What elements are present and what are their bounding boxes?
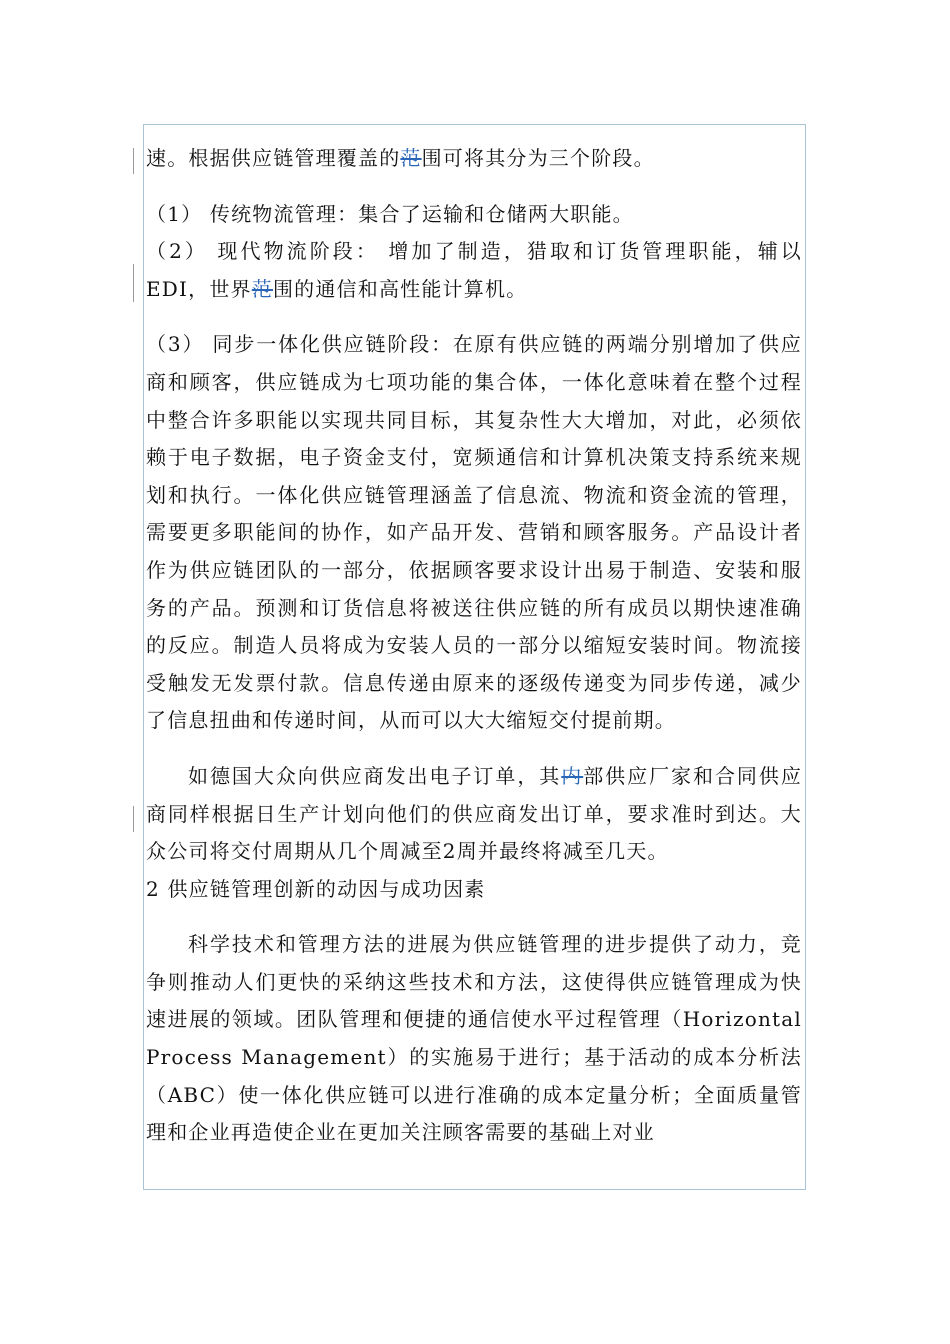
paragraph-stage-3: （3） 同步一体化供应链阶段：在原有供应链的两端分别增加了供应商和顾客，供应链成为七项功能的集合体，一体化意味着在整个过程中整合许多职能以实现共同目标，其复杂性大大增加，对此，必须依赖于电子数据，电子资金支付，宽频通信和计算机决策支持系统来规划和执行。一体化供应链管理涵盖了信息流、物流和资金流的管理，需要更多职能间的协作，如产品开发、营销和顾客服务。产品设计者作为供应链团队的一部分，依据顾客要求设计出易于制造、安装和服务的产品。预测和订货信息将被送往供应链的所有成员以期快速准确的反应。制造人员将成为安装人员的一部分以缩短安装时间。物流接受触发无发票付款。信息传递由原来的逐级传递变为同步传递，减少了信息扭曲和传递时间，从而可以大大缩短交付提前期。 bbox=[146, 332, 802, 733]
text-run: 速。根据供应链管理覆盖的 bbox=[146, 146, 401, 170]
paragraph-vw-example bbox=[146, 758, 802, 871]
revision-mark: 范 bbox=[400, 146, 422, 170]
text-run: （2） 现代物流阶段： 增加了制造，猎取和订货管理职能，辅以EDI，世界 bbox=[146, 239, 802, 301]
change-bar bbox=[133, 264, 134, 302]
section-heading: 2 供应链管理创新的动因与成功因素 bbox=[146, 876, 486, 901]
document-body bbox=[146, 140, 802, 1152]
paragraph-stage-2 bbox=[146, 233, 802, 308]
change-bar bbox=[133, 806, 134, 832]
paragraph-innovation-drivers: 科学技术和管理方法的进展为供应链管理的进步提供了动力，竞争则推动人们更快的采纳这些技术和方法，这使得供应链管理成为快速进展的领域。团队管理和便捷的通信使水平过程管理（Horizontal Process Management）的实施易于进行；基于活动的成本分析法（ABC）使一体化供应链可以进行准确的成本定量分析；全面质量管理和企业再造使企业在更加关注顾客需要的基础上对业 bbox=[146, 932, 802, 1145]
paragraph-stage-intro bbox=[146, 140, 802, 178]
text-run: 如德国大众向供应商发出电子订单，其 bbox=[188, 763, 562, 788]
text-run: 围的通信和高性能计算机。 bbox=[272, 276, 528, 301]
text-run: 部供应厂家和合同供应商同样根据日生产计划向他们的供应商发出订单，要求准时到达。大众公司将交付周期从几个周减至2周并最终将减至几天。 bbox=[146, 763, 803, 864]
revision-mark: 内 bbox=[561, 763, 584, 788]
change-bar bbox=[133, 148, 134, 174]
paragraph-stage-1: （1） 传统物流管理：集合了运输和仓储两大职能。 bbox=[146, 201, 634, 226]
revision-mark: 范 bbox=[251, 276, 273, 301]
text-run: 围可将其分为三个阶段。 bbox=[421, 146, 655, 170]
